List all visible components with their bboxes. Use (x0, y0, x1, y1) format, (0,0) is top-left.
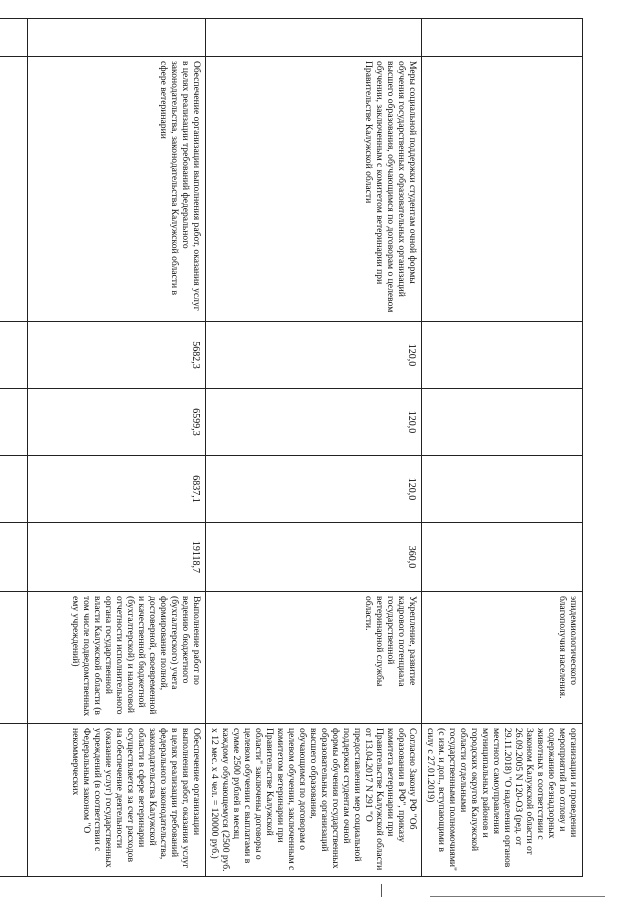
table-row (28, 19, 206, 877)
table-row (422, 19, 583, 877)
cell-year-1: 120,0 (206, 322, 422, 389)
cell-justification: Обеспечение организации выполнения работ, оказания услуг в целях реализации требований федерального законодательства, законодательства Калужской области в сфере ветеринарии осуществляется за счет расходов на обеспечение деятельности (оказание услуг) государственных учреждений (в соответствии с Федеральным законом "О некоммерческих (28, 724, 206, 877)
cell-index (0, 19, 28, 57)
cell-year-3: 6837,1 (28, 456, 206, 523)
cell-result: Укрепление, развитие кадрового потенциала государственной ветеринарной службы области. (206, 592, 422, 724)
cell-year-1 (422, 322, 583, 389)
cell-year-1: 5682,3 (28, 322, 206, 389)
page-mark (381, 884, 382, 897)
cell-year-3: 120,0 (206, 456, 422, 523)
table-row (0, 19, 28, 877)
rotated-table-wrapper (11, 18, 583, 876)
cell-year-1 (0, 322, 28, 389)
cell-year-2 (0, 389, 28, 456)
cell-measure: Обеспечение организации выполнения работ, оказания услуг в целях реализации требований федерального законодательства, законодательства Калужской области в сфере ветеринарии (28, 57, 206, 322)
cell-year-3 (422, 456, 583, 523)
cell-measure: Меры социальной поддержки студентам очной формы обучения государственных образовательных организаций высшего образования, обучающимся по договорам о целевом обучении, заключенным с комитетом ветеринарии при Правительстве Калужской области (206, 57, 422, 322)
cell-result (0, 592, 28, 724)
cell-total: 360,0 (206, 523, 422, 592)
cell-index (206, 19, 422, 57)
cell-measure (0, 57, 28, 322)
cell-total (422, 523, 583, 592)
cell-index (422, 19, 583, 57)
cell-justification: организации и проведении мероприятий по отлову и содержанию безнадзорных животных в соответствии с Законом Калужской области от 26.09.2005 N 120-ОЗ (ред. от 29.11.2018) "О наделении органов местного самоуправления муниципальных районов и городских округов Калужской области отдельными государственными полномочиями" (с изм. и доп., вступающими в силу с 27.01.2019) (422, 724, 583, 877)
cell-justification (0, 724, 28, 877)
cell-total (0, 523, 28, 592)
cell-year-3 (0, 456, 28, 523)
table-row (206, 19, 422, 877)
cell-justification: Согласно Закону РФ "Об образовании в РФ", приказу комитета ветеринарии при Правительстве Калужской области от 13.04.2017 N 291 "О предоставлении мер социальной поддержки студентам очной формы обучения государственных образовательных организаций высшего образования, обучающимся по договорам о целевом обучении, заключенным с комитетом ветеринарии при Правительстве Калужской области" заключены договоры о целевом обучении с выплатами в сумме 2500 рублей в месяц каждому обучающемуся (2500 руб. х 12 мес. х 4 чел. = 120000 руб.) (206, 724, 422, 877)
program-measures-table (0, 18, 583, 877)
cell-index (28, 19, 206, 57)
cell-year-2: 6599,3 (28, 389, 206, 456)
cell-year-2 (422, 389, 583, 456)
cell-year-2: 120,0 (206, 389, 422, 456)
cell-total: 19118,7 (28, 523, 206, 592)
footer-rule (430, 896, 605, 897)
cell-result: эпидемиологического благополучия населения. (422, 592, 583, 724)
cell-measure (422, 57, 583, 322)
cell-result: Выполнение работ по ведению бюджетного (бухгалтерского) учета формирование полной, достоверной, своевременной и качественной бюджетной (бухгалтерской) и налоговой отчетности исполнительного органа государственной власти Калужской области (в том числе подведомственных ему учреждений) (28, 592, 206, 724)
